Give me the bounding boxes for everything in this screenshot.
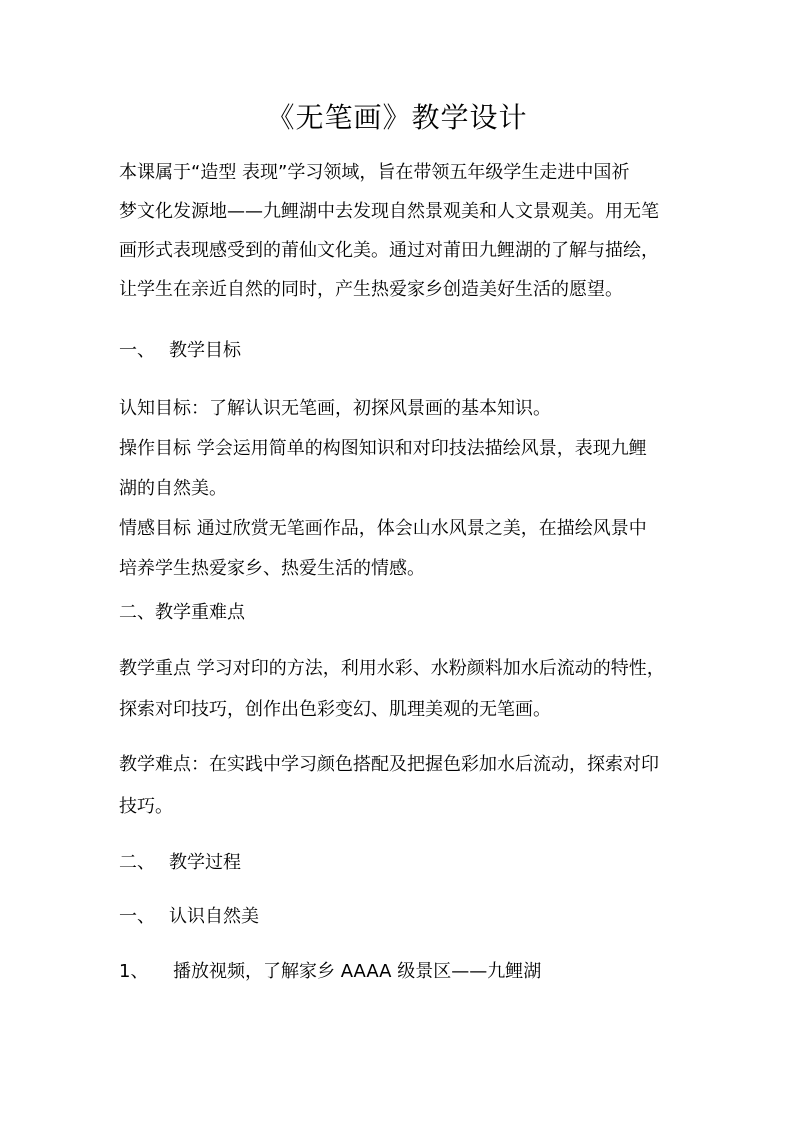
key-point-line: 教学重点 学习对印的方法，利用水彩、水粉颜料加水后流动的特性， (119, 658, 665, 679)
difficulty-line: 技巧。 (119, 796, 173, 817)
document-title: 《无笔画》教学设计 (266, 101, 528, 134)
key-point-line: 探索对印技巧，创作出色彩变幻、肌理美观的无笔画。 (119, 699, 551, 720)
subsection-number: 一、 (119, 906, 155, 927)
section-heading-text: 教学目标 (169, 340, 241, 361)
goal-line: 操作目标 学会运用简单的构图知识和对印技法描绘风景，表现九鲤 (119, 438, 647, 459)
step-item (119, 959, 541, 985)
subsection-heading (119, 904, 259, 930)
section-heading-process (119, 850, 241, 876)
step-number: 1、 (119, 961, 149, 982)
goal-line: 情感目标 通过欣赏无笔画作品，体会山水风景之美，在描绘风景中 (119, 518, 647, 539)
intro-line: 梦文化发源地——九鲤湖中去发现自然景观美和人文景观美。用无笔 (119, 201, 659, 222)
intro-line: 让学生在亲近自然的同时，产生热爱家乡创造美好生活的愿望。 (119, 279, 623, 300)
goal-line: 湖的自然美。 (119, 478, 227, 499)
section-number: 一、 (119, 340, 155, 361)
intro-line: 本课属于“造型 表现”学习领域，旨在带领五年级学生走进中国祈 (119, 162, 630, 183)
goal-line: 认知目标：了解认识无笔画，初探风景画的基本知识。 (119, 398, 551, 419)
section-heading-key-points: 二、教学重难点 (119, 602, 245, 623)
goal-line: 培养学生热爱家乡、热爱生活的情感。 (119, 558, 425, 579)
intro-line: 画形式表现感受到的莆仙文化美。通过对莆田九鲤湖的了解与描绘， (119, 240, 659, 261)
section-number: 二、 (119, 852, 155, 873)
difficulty-line: 教学难点：在实践中学习颜色搭配及把握色彩加水后流动，探索对印 (119, 754, 659, 775)
section-heading-text: 教学过程 (169, 852, 241, 873)
subsection-heading-text: 认识自然美 (169, 906, 259, 927)
section-heading-objectives (119, 338, 241, 364)
step-text: 播放视频，了解家乡 AAAA 级景区——九鲤湖 (173, 961, 542, 982)
